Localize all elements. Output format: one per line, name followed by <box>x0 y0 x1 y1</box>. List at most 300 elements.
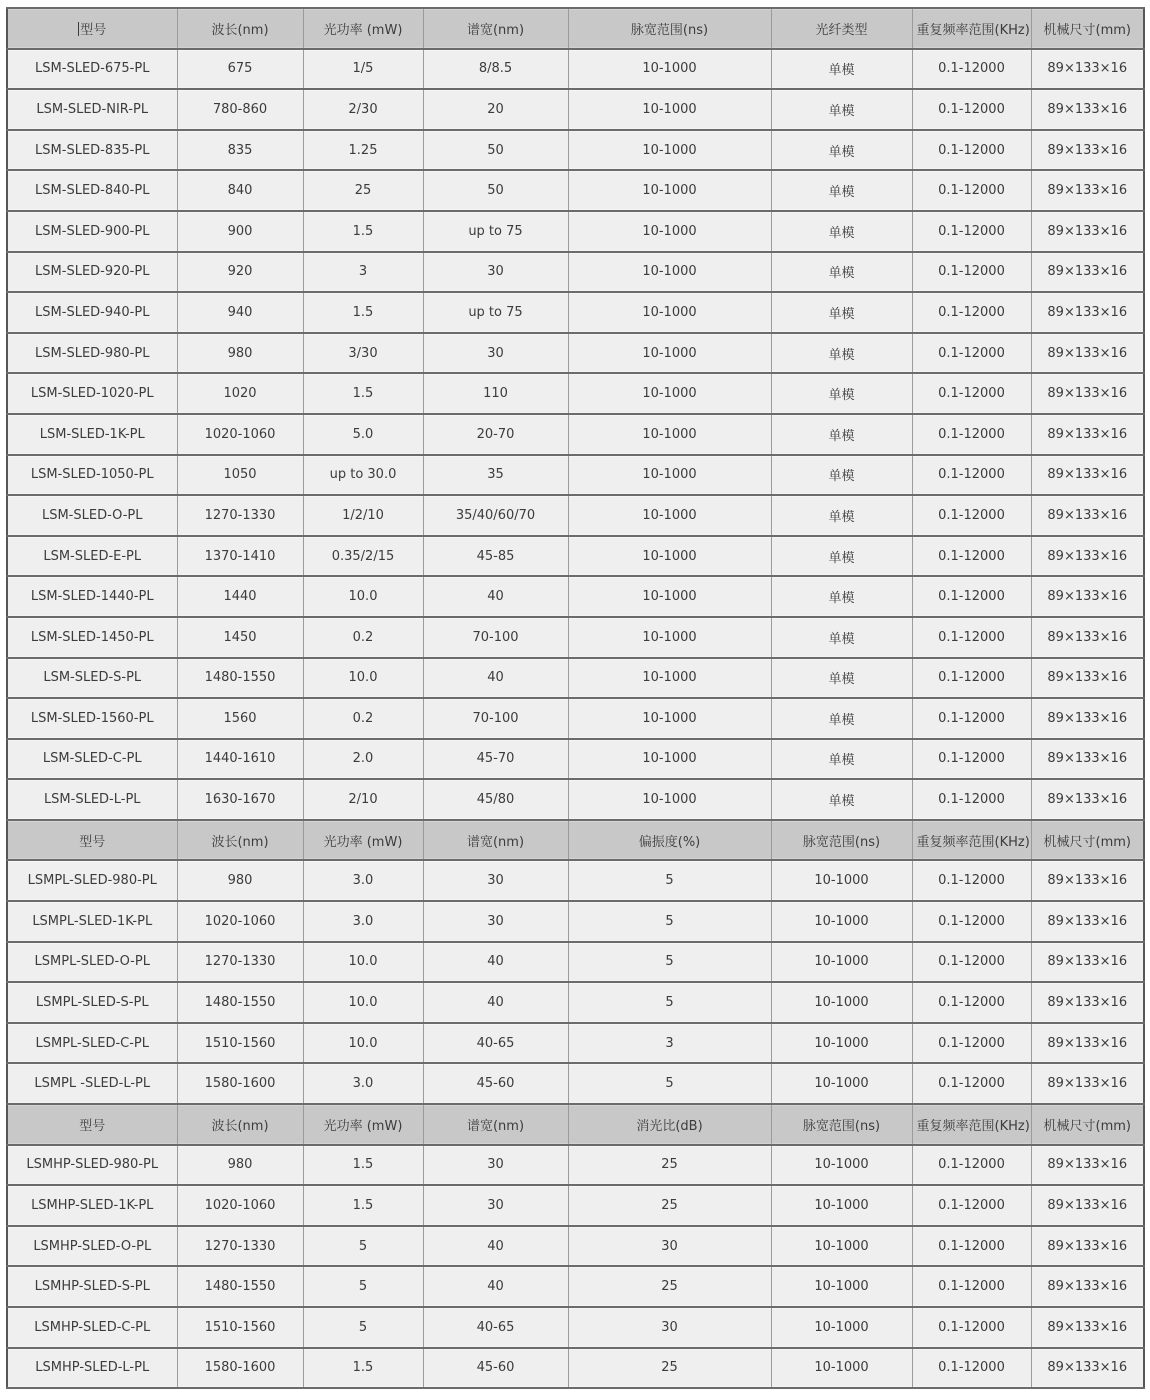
spec-cell: 89×133×16 <box>1031 49 1144 90</box>
spec-cell: 0.1-12000 <box>912 1266 1031 1307</box>
column-header <box>303 820 423 861</box>
spec-row <box>7 333 1144 374</box>
spec-cell: 30 <box>423 333 568 374</box>
model-cell: LSMPL-SLED-S-PL <box>7 982 177 1023</box>
spec-cell: 89×133×16 <box>1031 779 1144 820</box>
spec-cell: 89×133×16 <box>1031 455 1144 496</box>
column-header <box>7 820 177 861</box>
spec-cell: 10-1000 <box>771 1226 912 1267</box>
spec-cell: 0.1-12000 <box>912 211 1031 252</box>
spec-cell: 1270-1330 <box>177 1226 303 1267</box>
spec-cell: 89×133×16 <box>1031 1307 1144 1348</box>
spec-cell: 1440 <box>177 576 303 617</box>
spec-cell: 8/8.5 <box>423 49 568 90</box>
spec-cell: 780-860 <box>177 89 303 130</box>
spec-cell: 89×133×16 <box>1031 1266 1144 1307</box>
spec-cell: 0.1-12000 <box>912 1226 1031 1267</box>
spec-cell: 10-1000 <box>771 1185 912 1226</box>
spec-cell: 30 <box>423 252 568 293</box>
spec-cell: 89×133×16 <box>1031 333 1144 374</box>
column-header-label: 消光比(dB) <box>636 1118 703 1134</box>
spec-cell: 5 <box>568 860 771 901</box>
sled-product-spec-table <box>6 7 1145 1389</box>
spec-cell: 5 <box>303 1307 423 1348</box>
spec-cell: 单模 <box>771 49 912 90</box>
spec-cell: 89×133×16 <box>1031 495 1144 536</box>
model-cell: LSM-SLED-900-PL <box>7 211 177 252</box>
column-header <box>568 8 771 49</box>
spec-cell: 0.1-12000 <box>912 1348 1031 1389</box>
spec-cell: 1270-1330 <box>177 942 303 983</box>
spec-cell: 89×133×16 <box>1031 576 1144 617</box>
model-cell: LSMHP-SLED-C-PL <box>7 1307 177 1348</box>
column-header-label: 谱宽(nm) <box>466 834 525 850</box>
spec-row <box>7 495 1144 536</box>
spec-cell: 25 <box>568 1145 771 1186</box>
model-cell: LSM-SLED-980-PL <box>7 333 177 374</box>
spec-cell: 2/10 <box>303 779 423 820</box>
model-cell: LSM-SLED-840-PL <box>7 170 177 211</box>
model-cell: LSM-SLED-1560-PL <box>7 698 177 739</box>
spec-cell: 5 <box>568 982 771 1023</box>
spec-cell: 0.1-12000 <box>912 333 1031 374</box>
model-cell: LSMPL -SLED-L-PL <box>7 1063 177 1104</box>
spec-cell: 980 <box>177 860 303 901</box>
column-header <box>568 1104 771 1145</box>
spec-cell: 10-1000 <box>568 536 771 577</box>
spec-cell: 1/5 <box>303 49 423 90</box>
spec-cell: 675 <box>177 49 303 90</box>
spec-cell: 0.1-12000 <box>912 779 1031 820</box>
model-cell: LSMPL-SLED-1K-PL <box>7 901 177 942</box>
model-cell: LSM-SLED-1020-PL <box>7 373 177 414</box>
spec-cell: 2.0 <box>303 739 423 780</box>
spec-cell: 1440-1610 <box>177 739 303 780</box>
model-cell: LSM-SLED-S-PL <box>7 658 177 699</box>
spec-cell: 0.1-12000 <box>912 1307 1031 1348</box>
column-header-label: 机械尺寸(mm) <box>1043 834 1131 850</box>
spec-cell: 10-1000 <box>568 658 771 699</box>
column-header <box>912 820 1031 861</box>
spec-cell: 89×133×16 <box>1031 942 1144 983</box>
spec-cell: 0.2 <box>303 698 423 739</box>
column-header <box>7 1104 177 1145</box>
spec-cell: up to 75 <box>423 292 568 333</box>
spec-cell: 10-1000 <box>568 89 771 130</box>
spec-cell: 45-85 <box>423 536 568 577</box>
spec-cell: 0.1-12000 <box>912 901 1031 942</box>
spec-cell: 70-100 <box>423 617 568 658</box>
spec-cell: 0.2 <box>303 617 423 658</box>
spec-cell: 单模 <box>771 455 912 496</box>
spec-cell: 0.1-12000 <box>912 170 1031 211</box>
column-header <box>1031 820 1144 861</box>
spec-cell: 940 <box>177 292 303 333</box>
spec-cell: 980 <box>177 1145 303 1186</box>
spec-cell: 3 <box>303 252 423 293</box>
spec-cell: 89×133×16 <box>1031 1348 1144 1389</box>
column-header <box>423 820 568 861</box>
spec-cell: 835 <box>177 130 303 171</box>
spec-cell: 35/40/60/70 <box>423 495 568 536</box>
spec-row <box>7 698 1144 739</box>
spec-cell: up to 30.0 <box>303 455 423 496</box>
spec-row <box>7 942 1144 983</box>
spec-cell: 89×133×16 <box>1031 1023 1144 1064</box>
column-header <box>771 1104 912 1145</box>
column-header-label: 光功率 (mW) <box>323 22 403 38</box>
model-cell: LSMPL-SLED-980-PL <box>7 860 177 901</box>
model-cell: LSM-SLED-1050-PL <box>7 455 177 496</box>
spec-cell: 1450 <box>177 617 303 658</box>
column-header-label: 偏振度(%) <box>638 834 701 850</box>
spec-row <box>7 536 1144 577</box>
spec-cell: 840 <box>177 170 303 211</box>
spec-cell: 1510-1560 <box>177 1307 303 1348</box>
spec-cell: 5.0 <box>303 414 423 455</box>
column-header-label: 脉宽范围(ns) <box>802 1118 881 1134</box>
spec-cell: 10-1000 <box>568 211 771 252</box>
spec-row <box>7 373 1144 414</box>
spec-cell: 1580-1600 <box>177 1063 303 1104</box>
spec-cell: 0.1-12000 <box>912 1023 1031 1064</box>
spec-cell: 45-70 <box>423 739 568 780</box>
spec-cell: 1580-1600 <box>177 1348 303 1389</box>
spec-cell: 89×133×16 <box>1031 292 1144 333</box>
spec-cell: 0.1-12000 <box>912 1145 1031 1186</box>
column-header-label: 重复频率范围(KHz) <box>916 22 1030 38</box>
section-3-header-row <box>7 1104 1144 1145</box>
spec-cell: 1.5 <box>303 211 423 252</box>
spec-cell: 10.0 <box>303 982 423 1023</box>
spec-cell: 50 <box>423 130 568 171</box>
spec-cell: 10-1000 <box>568 373 771 414</box>
spec-cell: 10-1000 <box>568 617 771 658</box>
spec-cell: 89×133×16 <box>1031 1185 1144 1226</box>
model-cell: LSM-SLED-E-PL <box>7 536 177 577</box>
spec-cell: 89×133×16 <box>1031 901 1144 942</box>
spec-cell: 单模 <box>771 739 912 780</box>
spec-cell: 10-1000 <box>568 495 771 536</box>
spec-row <box>7 576 1144 617</box>
spec-cell: 89×133×16 <box>1031 1226 1144 1267</box>
spec-cell: 单模 <box>771 252 912 293</box>
spec-cell: 30 <box>423 1185 568 1226</box>
column-header-label: 脉宽范围(ns) <box>802 834 881 850</box>
spec-cell: 89×133×16 <box>1031 982 1144 1023</box>
spec-cell: 89×133×16 <box>1031 170 1144 211</box>
spec-row <box>7 49 1144 90</box>
model-cell: LSM-SLED-940-PL <box>7 292 177 333</box>
spec-row <box>7 658 1144 699</box>
spec-cell: 89×133×16 <box>1031 860 1144 901</box>
model-cell: LSM-SLED-NIR-PL <box>7 89 177 130</box>
model-cell: LSMHP-SLED-980-PL <box>7 1145 177 1186</box>
spec-cell: 10-1000 <box>771 982 912 1023</box>
spec-cell: 单模 <box>771 333 912 374</box>
spec-cell: 50 <box>423 170 568 211</box>
spec-row <box>7 252 1144 293</box>
spec-cell: 10-1000 <box>568 779 771 820</box>
spec-cell: 40-65 <box>423 1307 568 1348</box>
spec-cell: 40 <box>423 982 568 1023</box>
spec-cell: 0.1-12000 <box>912 414 1031 455</box>
model-cell: LSM-SLED-C-PL <box>7 739 177 780</box>
spec-cell: 1/2/10 <box>303 495 423 536</box>
spec-cell: 1.5 <box>303 292 423 333</box>
column-header <box>912 1104 1031 1145</box>
spec-cell: 10-1000 <box>568 333 771 374</box>
spec-cell: 5 <box>303 1226 423 1267</box>
spec-cell: 5 <box>303 1266 423 1307</box>
model-cell: LSM-SLED-920-PL <box>7 252 177 293</box>
spec-cell: 89×133×16 <box>1031 658 1144 699</box>
spec-cell: 10-1000 <box>568 252 771 293</box>
model-cell: LSM-SLED-1K-PL <box>7 414 177 455</box>
spec-cell: 40-65 <box>423 1023 568 1064</box>
spec-row <box>7 779 1144 820</box>
spec-row <box>7 1266 1144 1307</box>
spec-cell: 0.1-12000 <box>912 536 1031 577</box>
spec-row <box>7 1063 1144 1104</box>
spec-cell: 89×133×16 <box>1031 373 1144 414</box>
spec-cell: 30 <box>568 1226 771 1267</box>
spec-cell: 10.0 <box>303 942 423 983</box>
spec-row <box>7 170 1144 211</box>
spec-cell: 0.1-12000 <box>912 739 1031 780</box>
model-cell: LSMHP-SLED-1K-PL <box>7 1185 177 1226</box>
section-1-header-row <box>7 8 1144 49</box>
model-cell: LSMHP-SLED-S-PL <box>7 1266 177 1307</box>
model-cell: LSM-SLED-835-PL <box>7 130 177 171</box>
spec-cell: 1050 <box>177 455 303 496</box>
spec-cell: 1510-1560 <box>177 1023 303 1064</box>
spec-cell: 40 <box>423 658 568 699</box>
spec-row <box>7 1307 1144 1348</box>
spec-cell: 单模 <box>771 495 912 536</box>
spec-row <box>7 292 1144 333</box>
column-header <box>7 8 177 49</box>
column-header-label: 型号 <box>80 22 107 38</box>
model-cell: LSMHP-SLED-L-PL <box>7 1348 177 1389</box>
spec-cell: 10-1000 <box>771 901 912 942</box>
column-header-label: 光功率 (mW) <box>323 834 403 850</box>
column-header-label: 波长(nm) <box>211 834 269 850</box>
section-2-header-row <box>7 820 1144 861</box>
spec-cell: 25 <box>303 170 423 211</box>
spec-row <box>7 1023 1144 1064</box>
spec-row <box>7 1145 1144 1186</box>
spec-cell: 0.1-12000 <box>912 617 1031 658</box>
spec-cell: 10-1000 <box>568 292 771 333</box>
spec-cell: 3.0 <box>303 1063 423 1104</box>
spec-cell: 900 <box>177 211 303 252</box>
spec-cell: 单模 <box>771 89 912 130</box>
spec-cell: 10-1000 <box>771 1023 912 1064</box>
spec-cell: 1.5 <box>303 1145 423 1186</box>
spec-cell: 35 <box>423 455 568 496</box>
spec-cell: 1630-1670 <box>177 779 303 820</box>
spec-cell: 10.0 <box>303 576 423 617</box>
spec-row <box>7 860 1144 901</box>
spec-cell: 单模 <box>771 170 912 211</box>
spec-cell: 20 <box>423 89 568 130</box>
spec-cell: 45-60 <box>423 1348 568 1389</box>
spec-cell: 10-1000 <box>568 576 771 617</box>
column-header <box>568 820 771 861</box>
column-header-label: 机械尺寸(mm) <box>1043 1118 1131 1134</box>
spec-cell: 单模 <box>771 211 912 252</box>
spec-cell: 89×133×16 <box>1031 1145 1144 1186</box>
spec-cell: 89×133×16 <box>1031 536 1144 577</box>
spec-cell: 25 <box>568 1348 771 1389</box>
spec-cell: 30 <box>423 860 568 901</box>
spec-cell: 单模 <box>771 576 912 617</box>
spec-cell: 1480-1550 <box>177 982 303 1023</box>
column-header-label: 机械尺寸(mm) <box>1043 22 1131 38</box>
spec-cell: 单模 <box>771 292 912 333</box>
spec-cell: 25 <box>568 1266 771 1307</box>
spec-cell: 30 <box>423 901 568 942</box>
column-header-label: 波长(nm) <box>211 1118 269 1134</box>
spec-cell: 0.1-12000 <box>912 373 1031 414</box>
spec-cell: 10-1000 <box>771 942 912 983</box>
spec-cell: 20-70 <box>423 414 568 455</box>
spec-row <box>7 211 1144 252</box>
column-header-label: 重复频率范围(KHz) <box>916 834 1030 850</box>
spec-cell: 2/30 <box>303 89 423 130</box>
column-header <box>423 8 568 49</box>
model-cell: LSMHP-SLED-O-PL <box>7 1226 177 1267</box>
spec-cell: 1.5 <box>303 1185 423 1226</box>
spec-cell: 5 <box>568 901 771 942</box>
spec-cell: 10-1000 <box>771 1063 912 1104</box>
spec-row <box>7 130 1144 171</box>
spec-cell: 1020-1060 <box>177 414 303 455</box>
spec-cell: 40 <box>423 1266 568 1307</box>
spec-cell: 10-1000 <box>771 1145 912 1186</box>
spec-cell: 1020 <box>177 373 303 414</box>
column-header-label: 重复频率范围(KHz) <box>916 1118 1030 1134</box>
spec-cell: 89×133×16 <box>1031 698 1144 739</box>
spec-cell: 3 <box>568 1023 771 1064</box>
spec-cell: 1.5 <box>303 373 423 414</box>
spec-cell: 10.0 <box>303 658 423 699</box>
spec-cell: 0.1-12000 <box>912 860 1031 901</box>
spec-cell: 0.1-12000 <box>912 292 1031 333</box>
spec-cell: 40 <box>423 576 568 617</box>
spec-cell: 980 <box>177 333 303 374</box>
spec-cell: 30 <box>423 1145 568 1186</box>
spec-cell: 1.5 <box>303 1348 423 1389</box>
model-cell: LSM-SLED-1450-PL <box>7 617 177 658</box>
model-cell: LSMPL-SLED-O-PL <box>7 942 177 983</box>
spec-cell: 89×133×16 <box>1031 252 1144 293</box>
column-header <box>177 820 303 861</box>
column-header-label: 波长(nm) <box>211 22 269 38</box>
column-header-label: 谱宽(nm) <box>466 1118 525 1134</box>
spec-cell: 10.0 <box>303 1023 423 1064</box>
column-header-label: 光纤类型 <box>815 22 868 38</box>
spec-cell: 0.1-12000 <box>912 252 1031 293</box>
spec-cell: 0.1-12000 <box>912 576 1031 617</box>
spec-cell: 89×133×16 <box>1031 414 1144 455</box>
spec-cell: 单模 <box>771 130 912 171</box>
spec-cell: 10-1000 <box>568 739 771 780</box>
spec-cell: 0.35/2/15 <box>303 536 423 577</box>
spec-cell: 0.1-12000 <box>912 1063 1031 1104</box>
spec-cell: 89×133×16 <box>1031 211 1144 252</box>
spec-cell: 25 <box>568 1185 771 1226</box>
spec-cell: 10-1000 <box>771 1266 912 1307</box>
spec-cell: 单模 <box>771 536 912 577</box>
spec-row <box>7 455 1144 496</box>
column-header <box>177 1104 303 1145</box>
spec-cell: 89×133×16 <box>1031 617 1144 658</box>
spec-cell: 单模 <box>771 617 912 658</box>
column-header-label: 谱宽(nm) <box>466 22 525 38</box>
spec-row <box>7 982 1144 1023</box>
spec-cell: 1020-1060 <box>177 901 303 942</box>
spec-cell: 89×133×16 <box>1031 130 1144 171</box>
spec-cell: 1480-1550 <box>177 1266 303 1307</box>
spec-cell: 10-1000 <box>568 130 771 171</box>
spec-cell: 0.1-12000 <box>912 942 1031 983</box>
spec-row <box>7 414 1144 455</box>
spec-cell: 10-1000 <box>568 170 771 211</box>
spec-cell: 3/30 <box>303 333 423 374</box>
spec-cell: up to 75 <box>423 211 568 252</box>
spec-cell: 0.1-12000 <box>912 455 1031 496</box>
spec-cell: 920 <box>177 252 303 293</box>
spec-cell: 0.1-12000 <box>912 1185 1031 1226</box>
spec-cell: 70-100 <box>423 698 568 739</box>
column-header-label: 型号 <box>79 1118 106 1134</box>
spec-cell: 89×133×16 <box>1031 739 1144 780</box>
spec-cell: 89×133×16 <box>1031 1063 1144 1104</box>
model-cell: LSM-SLED-O-PL <box>7 495 177 536</box>
spec-cell: 1480-1550 <box>177 658 303 699</box>
spec-cell: 30 <box>568 1307 771 1348</box>
spec-cell: 0.1-12000 <box>912 130 1031 171</box>
spec-cell: 0.1-12000 <box>912 698 1031 739</box>
spec-cell: 0.1-12000 <box>912 495 1031 536</box>
spec-cell: 单模 <box>771 373 912 414</box>
spec-cell: 10-1000 <box>568 414 771 455</box>
spec-cell: 110 <box>423 373 568 414</box>
model-cell: LSM-SLED-675-PL <box>7 49 177 90</box>
spec-cell: 10-1000 <box>568 455 771 496</box>
column-header <box>1031 8 1144 49</box>
model-cell: LSM-SLED-L-PL <box>7 779 177 820</box>
column-header <box>177 8 303 49</box>
column-header <box>303 8 423 49</box>
spec-row <box>7 617 1144 658</box>
model-cell: LSM-SLED-1440-PL <box>7 576 177 617</box>
model-cell: LSMPL-SLED-C-PL <box>7 1023 177 1064</box>
spec-cell: 10-1000 <box>771 1307 912 1348</box>
spec-cell: 3.0 <box>303 901 423 942</box>
spec-row <box>7 1185 1144 1226</box>
spec-cell: 89×133×16 <box>1031 89 1144 130</box>
column-header-label: 型号 <box>79 834 106 850</box>
spec-cell: 0.1-12000 <box>912 658 1031 699</box>
spec-row <box>7 89 1144 130</box>
spec-cell: 单模 <box>771 414 912 455</box>
column-header <box>303 1104 423 1145</box>
spec-cell: 10-1000 <box>568 49 771 90</box>
column-header-label: 脉宽范围(ns) <box>630 22 709 38</box>
